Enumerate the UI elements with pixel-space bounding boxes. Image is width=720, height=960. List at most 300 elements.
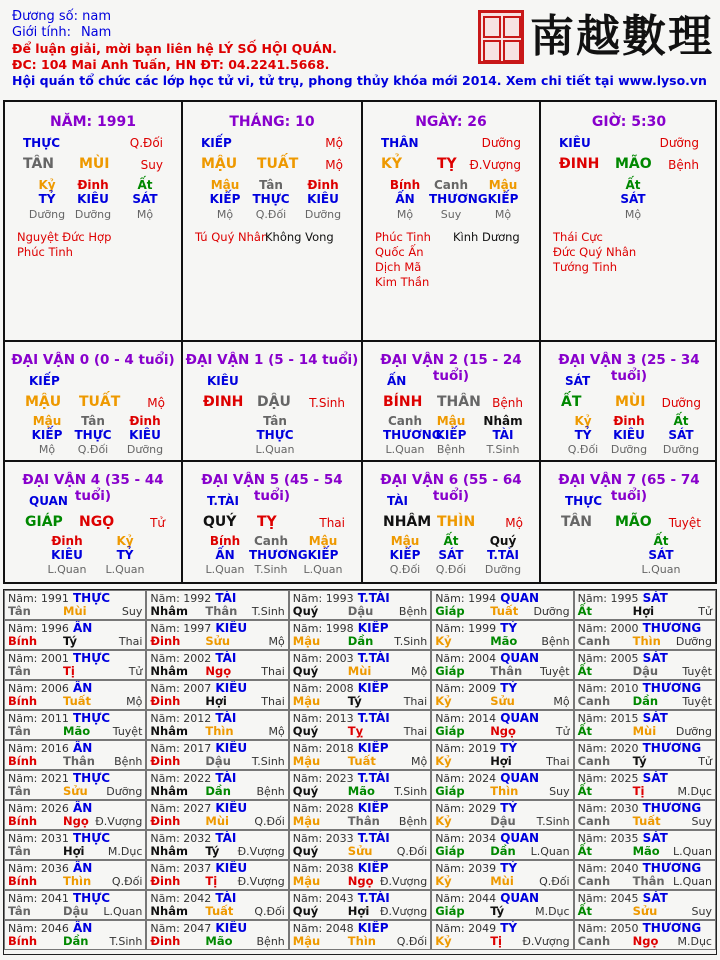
year-label: Năm: 2025: [577, 772, 639, 785]
year-branch: Dậu: [63, 904, 89, 918]
year-value: 2035: [610, 832, 639, 845]
year-stem: Ất: [577, 604, 592, 618]
year-cell: [431, 800, 573, 830]
hidden-stem: Mậu: [436, 414, 466, 428]
year-cell: [4, 650, 146, 680]
year-label: Năm: 2030: [577, 802, 639, 815]
year-stem: Tân: [8, 784, 31, 798]
hidden-phase: Dưỡng: [484, 563, 522, 576]
hidden-stem: Ất: [443, 534, 459, 548]
year-cell: [431, 650, 573, 680]
year-label: Năm: 2037: [150, 862, 212, 875]
year-label: Năm: 2009: [435, 682, 497, 695]
year-cell: [4, 890, 146, 920]
pillar-3: [541, 102, 717, 340]
year-value: 2043: [325, 892, 354, 905]
year-stem: Đinh: [150, 874, 181, 888]
year-branch: Thìn: [490, 784, 519, 798]
pillar-title: THÁNG: 10: [229, 114, 315, 130]
hidden-stem: Mậu: [308, 534, 338, 548]
year-branch: Tuất: [632, 814, 661, 828]
dai-van-branch: MÃO: [615, 514, 652, 530]
year-label: Năm: 2048: [292, 922, 354, 935]
year-phase: Q.Đối: [254, 905, 285, 918]
hidden-phase: L.Quan: [385, 443, 425, 456]
year-phase: Tuyệt: [539, 665, 570, 678]
year-branch: Dần: [347, 634, 374, 648]
hidden-god: TÀI: [492, 428, 514, 442]
year-phase: Mộ: [553, 695, 570, 708]
year-branch: Tý: [632, 754, 647, 768]
dai-van-title: ĐẠI VẬN 0 (0 - 4 tuổi): [11, 352, 175, 368]
year-phase: Bệnh: [256, 935, 285, 948]
pillar-title: NGÀY: 26: [415, 114, 487, 130]
year-cell: [289, 650, 431, 680]
year-cell: [289, 620, 431, 650]
year-cell: [289, 830, 431, 860]
dai-van-6: [363, 462, 539, 580]
hidden-god: KIẾP: [435, 428, 467, 442]
year-value: 2036: [40, 862, 69, 875]
year-branch: Sửu: [632, 904, 658, 918]
dai-van-stem: ẤT: [561, 394, 582, 410]
year-phase: Bệnh: [114, 755, 143, 768]
year-god: TỶ: [500, 921, 518, 935]
year-phase: Bệnh: [541, 635, 570, 648]
hidden-phase: Q.Đối: [77, 443, 109, 456]
year-value: 2034: [468, 832, 497, 845]
year-branch: Thìn: [63, 874, 92, 888]
dai-van-phase: T.Sinh: [309, 396, 345, 410]
year-god: TÀI: [215, 831, 237, 845]
year-cell: [289, 920, 431, 950]
dai-van-3: [541, 342, 717, 460]
year-god: QUAN: [500, 651, 540, 665]
year-god: TỶ: [500, 861, 518, 875]
hidden-god: TỶ: [574, 428, 592, 442]
hidden-phase: Dưỡng: [662, 443, 700, 456]
year-stem: Ất: [577, 844, 592, 858]
year-value: 2022: [183, 772, 212, 785]
year-phase: M.Dục: [677, 785, 712, 798]
dai-van-god: T.TÀI: [207, 494, 239, 508]
year-value: 2009: [468, 682, 497, 695]
dai-van-4: [5, 462, 181, 580]
dai-van-5: [183, 462, 361, 580]
year-stem: Quý: [292, 844, 319, 858]
hidden-phase: T.Sinh: [254, 563, 288, 576]
year-branch: Thân: [205, 604, 238, 618]
hidden-stem: Mậu: [488, 178, 518, 192]
hidden-stem: Bính: [389, 178, 421, 192]
year-god: KIÊU: [215, 681, 248, 695]
year-value: 2028: [325, 802, 354, 815]
year-label: Năm: 2008: [292, 682, 354, 695]
year-label: Năm: 2015: [577, 712, 639, 725]
year-label: Năm: 2027: [150, 802, 212, 815]
year-god: THỰC: [73, 591, 111, 605]
dai-van-stem: MẬU: [25, 394, 62, 410]
year-value: 1992: [183, 592, 212, 605]
year-branch: Tị: [632, 784, 645, 798]
hidden-phase: L.Quan: [303, 563, 343, 576]
hidden-phase: Mộ: [494, 208, 512, 221]
pillar-stem: TÂN: [23, 156, 55, 172]
year-cell: [574, 740, 716, 770]
year-branch: Hợi: [347, 904, 370, 918]
year-phase: Bệnh: [398, 605, 428, 618]
year-phase: Q.Đối: [396, 935, 428, 948]
hidden-god: KIÊU: [77, 192, 109, 206]
contact-line: Để luận giải, mời bạn liên hệ LÝ SỐ HỘI QUÁN.: [12, 41, 337, 56]
year-value: 2001: [40, 652, 69, 665]
year-branch: Mão: [632, 844, 660, 858]
year-branch: Dần: [63, 934, 89, 948]
pillar-top-phase: Dưỡng: [481, 136, 521, 150]
year-stem: Bính: [8, 634, 38, 648]
dai-van-phase: Mộ: [147, 396, 165, 410]
year-stem: Bính: [8, 934, 38, 948]
hidden-phase: L.Quan: [47, 563, 87, 576]
year-branch: Tị: [490, 934, 502, 948]
year-value: 2046: [40, 922, 69, 935]
year-phase: Q.Đối: [111, 875, 143, 888]
year-stem: Tân: [8, 844, 31, 858]
year-god: KIÊU: [215, 741, 248, 755]
year-stem: Giáp: [435, 904, 465, 918]
year-god: KIẾP: [357, 621, 389, 635]
year-label: Năm: 2022: [150, 772, 212, 785]
year-value: 2045: [610, 892, 639, 905]
year-label: Năm: 2049: [435, 922, 497, 935]
year-value: 1993: [325, 592, 354, 605]
year-label: Năm: 2035: [577, 832, 639, 845]
year-cell: [431, 710, 573, 740]
year-phase: L.Quan: [103, 905, 143, 918]
dai-van-god: ẤN: [387, 374, 407, 388]
year-stem: Canh: [577, 694, 611, 708]
year-cell: [4, 740, 146, 770]
year-cell: [146, 830, 288, 860]
year-label: Năm: 2016: [8, 742, 69, 755]
year-value: 2047: [183, 922, 212, 935]
year-cell: [289, 590, 431, 620]
year-value: 2024: [468, 772, 497, 785]
year-phase: Tử: [555, 725, 570, 738]
year-stem: Mậu: [292, 634, 321, 648]
year-value: 2010: [610, 682, 639, 695]
year-god: ẤN: [73, 921, 93, 935]
hidden-god: THỰC: [252, 192, 290, 206]
pillar-stem: ĐINH: [559, 156, 600, 172]
hidden-phase: Mộ: [38, 443, 56, 456]
pillar-star: Đức Quý Nhân: [553, 245, 637, 259]
year-label: Năm: 1995: [577, 592, 639, 605]
year-phase: Bệnh: [398, 815, 428, 828]
year-cell: [431, 890, 573, 920]
year-phase: Tuyệt: [682, 695, 712, 708]
dai-van-branch: MÙI: [615, 394, 646, 410]
dai-van-god: KIÊU: [207, 374, 239, 388]
year-phase: Dưỡng: [533, 605, 570, 618]
year-cell: [4, 620, 146, 650]
year-god: THỰC: [73, 771, 111, 785]
year-value: 2021: [40, 772, 69, 785]
pillar-star: Thái Cực: [553, 230, 603, 244]
year-phase: T.Sinh: [536, 815, 570, 828]
year-label: Năm: 2012: [150, 712, 212, 725]
year-label: Năm: 2032: [150, 832, 212, 845]
year-label: Năm: 2034: [435, 832, 497, 845]
pillar-phase: Suy: [140, 158, 163, 172]
hidden-god: THƯƠNG: [249, 548, 308, 562]
hidden-god: KIÊU: [613, 428, 645, 442]
year-value: 2032: [183, 832, 212, 845]
hidden-phase: Dưỡng: [126, 443, 164, 456]
year-stem: Bính: [8, 694, 38, 708]
year-cell: [146, 620, 288, 650]
year-cell: [431, 590, 573, 620]
year-phase: Tuyệt: [682, 665, 712, 678]
pillar-top-phase: Q.Đối: [129, 136, 163, 150]
hidden-stem: Kỷ: [574, 414, 592, 428]
hidden-god: THỰC: [74, 428, 112, 442]
year-god: KIẾP: [357, 801, 389, 815]
dai-van-branch: TỴ: [257, 514, 277, 530]
year-phase: M.Dục: [107, 845, 143, 858]
pillar-branch: TUẤT: [257, 156, 299, 172]
year-god: ẤN: [73, 741, 93, 755]
year-branch: Sửu: [205, 634, 231, 648]
year-branch: Sửu: [347, 844, 373, 858]
year-phase: Đ.Vượng: [237, 875, 285, 888]
year-stem: Bính: [8, 874, 38, 888]
year-branch: Ngọ: [347, 874, 374, 888]
year-phase: L.Quan: [673, 845, 712, 858]
hidden-stem: Tân: [259, 178, 283, 192]
year-stem: Mậu: [292, 874, 321, 888]
year-cell: [574, 800, 716, 830]
year-god: TỶ: [500, 681, 518, 695]
year-phase: L.Quan: [673, 875, 712, 888]
hidden-stem: Đinh: [613, 414, 645, 428]
pillar-star: Tú Quý Nhân: [195, 230, 269, 244]
year-value: 2013: [325, 712, 354, 725]
year-label: Năm: 2006: [8, 682, 69, 695]
year-god: SÁT: [642, 711, 668, 725]
year-stem: Kỷ: [435, 934, 452, 948]
hidden-god: KIẾP: [307, 548, 339, 562]
year-stem: Tân: [8, 904, 31, 918]
year-god: KIÊU: [215, 621, 248, 635]
year-cell: [146, 590, 288, 620]
pillar-star: Kim Thần: [375, 275, 430, 289]
year-branch: Mão: [347, 784, 375, 798]
year-god: THƯƠNG: [642, 861, 702, 875]
year-cell: [431, 860, 573, 890]
year-value: 1991: [40, 592, 69, 605]
year-god: KIÊU: [215, 801, 248, 815]
year-value: 1995: [610, 592, 639, 605]
pillar-star: Phúc Tinh: [375, 230, 431, 244]
year-stem: Tân: [8, 664, 31, 678]
year-god: QUAN: [500, 831, 540, 845]
year-phase: M.Dục: [677, 935, 712, 948]
year-cell: [574, 680, 716, 710]
year-label: Năm: 1993: [292, 592, 354, 605]
dai-van-stem: NHÂM: [383, 514, 432, 530]
year-value: 1996: [40, 622, 69, 635]
year-label: Năm: 2040: [577, 862, 639, 875]
hidden-phase: Bệnh: [436, 443, 466, 456]
year-phase: T.Sinh: [251, 605, 285, 618]
hidden-phase: Suy: [440, 208, 462, 221]
dai-van-7: [541, 462, 717, 580]
year-phase: Q.Đối: [396, 845, 428, 858]
year-value: 2050: [610, 922, 639, 935]
year-value: 2049: [468, 922, 497, 935]
year-phase: M.Dục: [535, 905, 570, 918]
hidden-phase: Dưỡng: [610, 443, 648, 456]
year-god: T.TÀI: [357, 711, 390, 725]
year-branch: Thìn: [632, 634, 661, 648]
hidden-stem: Đinh: [129, 414, 161, 428]
year-value: 2030: [610, 802, 639, 815]
year-phase: Bệnh: [256, 785, 285, 798]
year-god: T.TÀI: [357, 651, 390, 665]
hidden-god: THƯƠNG: [383, 428, 442, 442]
year-god: TÀI: [215, 771, 237, 785]
year-cell: [4, 680, 146, 710]
hidden-god: KIẾP: [31, 428, 63, 442]
year-label: Năm: 1994: [435, 592, 497, 605]
year-value: 2008: [325, 682, 354, 695]
year-god: ẤN: [73, 801, 93, 815]
year-branch: Tỵ: [347, 724, 364, 738]
pillar-stem: MẬU: [201, 156, 238, 172]
dai-van-title: ĐẠI VẬN 5 (45 - 54 tuổi): [201, 472, 343, 504]
year-value: 2003: [325, 652, 354, 665]
year-value: 2044: [468, 892, 497, 905]
year-phase: Thai: [261, 695, 285, 708]
year-stem: Ất: [577, 664, 592, 678]
year-god: SÁT: [642, 831, 668, 845]
year-cell: [289, 800, 431, 830]
year-cell: [574, 590, 716, 620]
year-cell: [146, 800, 288, 830]
hidden-stem: Kỷ: [116, 534, 134, 548]
year-cell: [146, 770, 288, 800]
gender-value: Nam: [80, 25, 112, 40]
year-label: Năm: 2000: [577, 622, 639, 635]
year-label: Năm: 2045: [577, 892, 639, 905]
year-god: THỰC: [73, 711, 111, 725]
year-value: 2023: [325, 772, 354, 785]
year-value: 2048: [325, 922, 354, 935]
hidden-god: KIÊU: [129, 428, 161, 442]
pillar-title: GIỜ: 5:30: [591, 114, 667, 130]
year-value: 2025: [610, 772, 639, 785]
year-stem: Đinh: [150, 934, 181, 948]
year-god: TÀI: [215, 591, 237, 605]
year-branch: Dậu: [490, 814, 516, 828]
dai-van-god: TÀI: [387, 494, 409, 508]
logo-text: 南越數理: [530, 11, 714, 62]
year-phase: Suy: [691, 815, 712, 828]
year-label: Năm: 2046: [8, 922, 69, 935]
hidden-stem: Bính: [209, 534, 241, 548]
year-stem: Nhâm: [150, 844, 188, 858]
pillar-title: NĂM: 1991: [50, 114, 136, 130]
year-stem: Kỷ: [435, 694, 452, 708]
hidden-stem: Tân: [263, 414, 287, 428]
year-god: ẤN: [73, 621, 93, 635]
hidden-god: SÁT: [620, 192, 646, 206]
year-cell: [431, 680, 573, 710]
year-phase: Thai: [118, 635, 143, 648]
hidden-god: KIÊU: [307, 192, 339, 206]
year-stem: Đinh: [150, 814, 181, 828]
year-stem: Giáp: [435, 604, 465, 618]
year-phase: T.Sinh: [394, 785, 428, 798]
hidden-phase: Q.Đối: [389, 563, 421, 576]
year-god: TỶ: [500, 801, 518, 815]
year-branch: Tý: [347, 694, 362, 708]
year-label: Năm: 2036: [8, 862, 69, 875]
year-branch: Thân: [63, 754, 95, 768]
year-branch: Thân: [490, 664, 523, 678]
dai-van-2: [363, 342, 539, 460]
year-phase: T.Sinh: [394, 635, 428, 648]
year-branch: Mão: [490, 634, 518, 648]
year-cell: [431, 770, 573, 800]
year-value: 2031: [40, 832, 69, 845]
year-stem: Quý: [292, 784, 319, 798]
hidden-god: KIÊU: [51, 548, 83, 562]
pillar-star-2: Không Vong: [265, 230, 334, 244]
year-branch: Mùi: [632, 724, 657, 738]
year-phase: Suy: [691, 905, 712, 918]
year-cell: [146, 920, 288, 950]
hidden-phase: Mộ: [624, 208, 642, 221]
year-value: 2042: [183, 892, 212, 905]
year-branch: Ngọ: [205, 664, 232, 678]
year-phase: T.Sinh: [251, 755, 285, 768]
year-cell: [431, 920, 573, 950]
year-god: THỰC: [73, 831, 111, 845]
year-label: Năm: 1992: [150, 592, 212, 605]
year-stem: Giáp: [435, 724, 465, 738]
year-stem: Giáp: [435, 784, 465, 798]
year-value: 2037: [183, 862, 212, 875]
year-phase: Đ.Vượng: [379, 875, 428, 888]
year-label: Năm: 2017: [150, 742, 212, 755]
year-stem: Quý: [292, 724, 319, 738]
year-branch: Sửu: [490, 694, 515, 708]
year-god: T.TÀI: [357, 831, 390, 845]
year-value: 2020: [610, 742, 639, 755]
hidden-god: KIẾP: [487, 192, 519, 206]
year-branch: Dần: [490, 844, 516, 858]
year-phase: L.Quan: [530, 845, 570, 858]
year-stem: Nhâm: [150, 784, 188, 798]
year-branch: Tý: [490, 904, 505, 918]
year-stem: Canh: [577, 874, 611, 888]
year-cell: [146, 860, 288, 890]
pillar-branch: TỴ: [437, 156, 457, 172]
hidden-phase: Q.Đối: [567, 443, 599, 456]
year-god: T.TÀI: [357, 891, 390, 905]
